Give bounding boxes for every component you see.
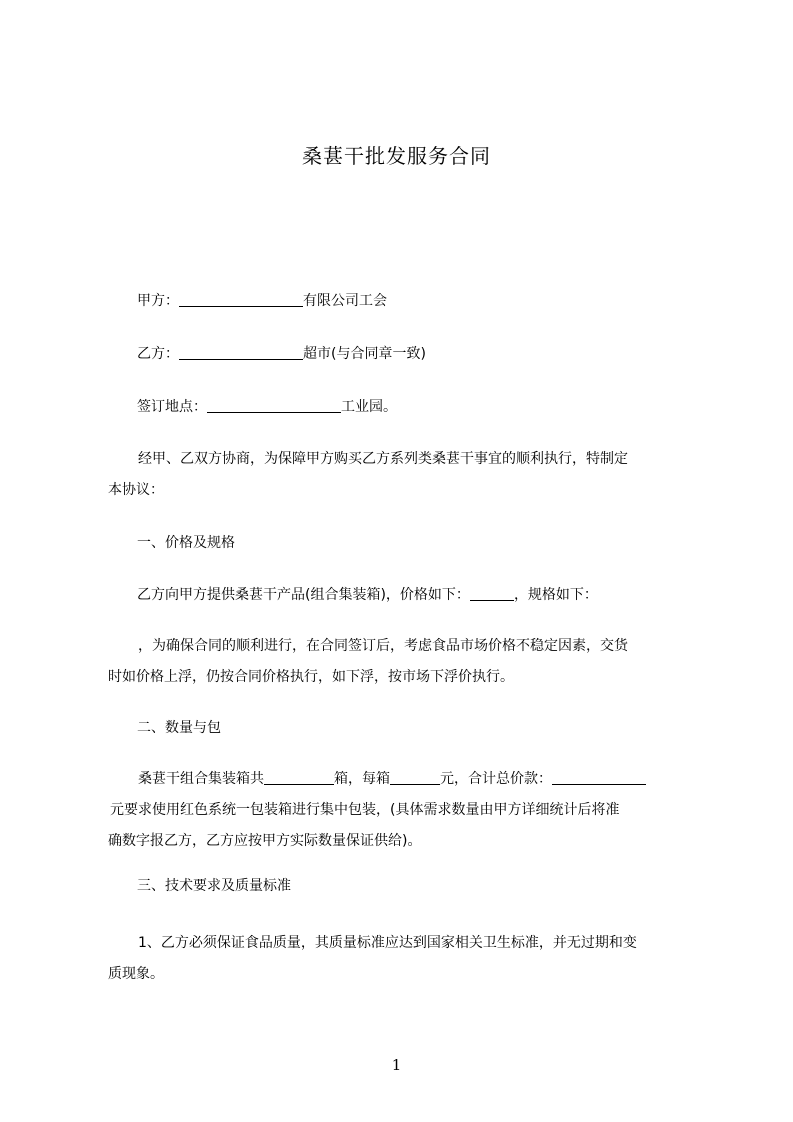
price-prefix: 乙方向甲方提供桑葚干产品(组合集装箱)，价格如下： <box>137 587 470 603</box>
qty-part-3: 元，合计总价款： <box>440 771 552 787</box>
location-line <box>137 397 737 417</box>
total-price-blank <box>552 770 646 785</box>
location-label: 签订地点： <box>137 399 207 415</box>
section3-item1-line-2: 质现象。 <box>108 966 164 982</box>
section1-note-paragraph <box>108 631 708 693</box>
section2-heading: 二、数量与包 <box>137 720 221 736</box>
intro-line-2: 本协议： <box>108 482 164 498</box>
intro-line-1: 经甲、乙双方协商，为保障甲方购买乙方系列类桑葚干事宜的顺利执行，特制定 <box>138 451 628 467</box>
location-blank <box>207 398 341 413</box>
party-a-label: 甲方： <box>137 293 179 309</box>
section2-line-2: 元要求使用红色系统一包装箱进行集中包装，(具体需求数量由甲方详细统计后将准 <box>110 802 620 818</box>
section1-note-line-1: ，为确保合同的顺利进行，在合同签订后，考虑食品市场价格不稳定因素，交货 <box>138 638 628 654</box>
price-suffix: ，规格如下： <box>513 587 598 603</box>
per-box-blank <box>390 770 440 785</box>
section2-qty-line <box>108 764 708 795</box>
section1-heading: 一、价格及规格 <box>137 535 235 551</box>
section2-paragraph <box>108 764 708 857</box>
party-b-suffix: 超市(与合同章一致) <box>303 346 426 362</box>
qty-blank <box>264 770 334 785</box>
section1-price-line <box>137 585 737 605</box>
party-a-suffix: 有限公司工会 <box>303 293 387 309</box>
section3-heading: 三、技术要求及质量标准 <box>137 878 291 894</box>
intro-paragraph <box>108 444 708 506</box>
page-number: 1 <box>391 1056 402 1074</box>
location-suffix: 工业园。 <box>341 399 397 415</box>
qty-part-2: 箱，每箱 <box>334 771 390 787</box>
section1-note-line-2: 时如价格上浮，仍按合同价格执行，如下浮，按市场下浮价执行。 <box>108 669 514 685</box>
party-b-blank <box>179 345 303 360</box>
party-b-label: 乙方： <box>137 346 179 362</box>
section3-item1-paragraph <box>108 928 708 990</box>
party-a-line <box>137 291 737 311</box>
document-title: 桑葚干批发服务合同 <box>302 144 491 168</box>
party-b-line <box>137 344 737 364</box>
price-blank <box>470 586 514 601</box>
section3-item1-line-1: 1、乙方必须保证食品质量，其质量标准应达到国家相关卫生标准，并无过期和变 <box>138 935 637 951</box>
party-a-blank <box>179 292 303 307</box>
section2-line-3: 确数字报乙方，乙方应按甲方实际数量保证供给)。 <box>108 833 422 849</box>
qty-part-1: 桑葚干组合集装箱共 <box>138 771 264 787</box>
